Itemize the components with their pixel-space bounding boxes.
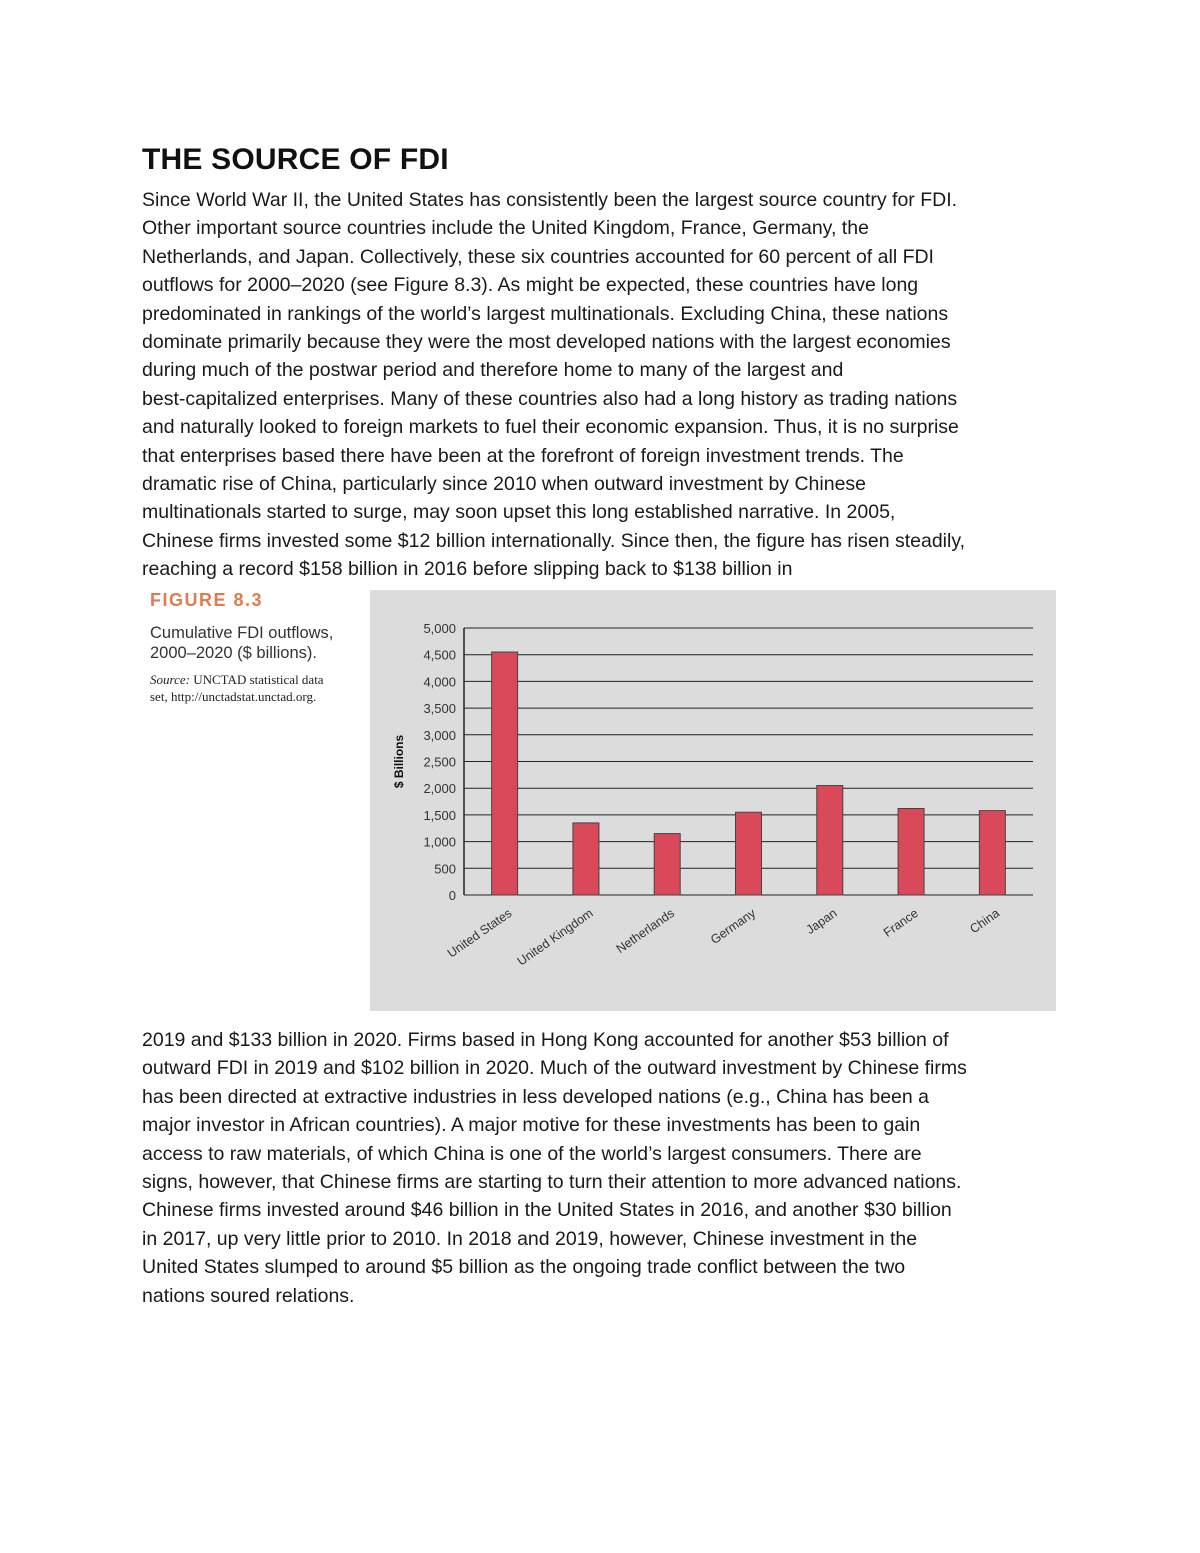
y-tick-label: 1,000 [423,834,456,850]
text-line: outflows for 2000–2020 (see Figure 8.3). As might be expected, these countries have long [142,274,919,297]
figure-label [150,590,365,705]
x-tick-label: United Kingdom [514,905,596,969]
source-text: UNCTAD statistical data [189,672,324,687]
y-tick-label: 2,000 [423,781,456,797]
text-line: has been directed at extractive industries in less developed nations (e.g., China has been a [142,1085,929,1108]
figure-source [150,671,365,705]
text-line: and naturally looked to foreign markets to fuel their economic expansion. Thus, it is no surprise [142,416,959,439]
y-tick-label: 3,000 [423,727,456,743]
x-tick-label: China [967,905,1003,937]
bar-china [979,811,1005,895]
text-line: Chinese firms invested around $46 billion in the United States in 2016, and another $30 billion [142,1199,952,1222]
x-tick-label: Japan [803,905,840,937]
x-tick-label: Germany [708,905,759,947]
text-line: best-capitalized enterprises. Many of these countries also had a long history as trading nations [142,387,958,410]
y-axis-title: $ Billions [392,734,406,789]
text-line: 2019 and $133 billion in 2020. Firms based in Hong Kong accounted for another $53 billion of [142,1029,949,1051]
text-line: Chinese firms invested some $12 billion internationally. Since then, the figure has risen steadily, [142,529,966,552]
x-tick-label: United States [444,905,515,961]
text-line: outward FDI in 2019 and $102 billion in 2020. Much of the outward investment by Chinese firms [142,1057,967,1080]
bar-japan [817,786,843,895]
text-line: Since World War II, the United States has consistently been the largest source country for FDI. [142,189,958,211]
y-tick-label: 4,500 [423,647,456,663]
figure-caption-line: Cumulative FDI outflows, [150,624,334,642]
text-line: Other important source countries include the United Kingdom, France, Germany, the [142,217,869,240]
text-line: access to raw materials, of which China is one of the world’s largest consumers. There are [142,1142,922,1165]
figure-caption [150,623,365,663]
text-line: during much of the postwar period and therefore home to many of the largest and [142,359,844,382]
body-paragraph-1 [142,186,1072,584]
text-line: reaching a record $158 billion in 2016 before slipping back to $138 billion in [142,558,793,581]
y-tick-label: 5,000 [423,621,456,636]
text-line: signs, however, that Chinese firms are starting to turn their attention to more advanced nations. [142,1171,962,1194]
bar-netherlands [654,834,680,895]
bar-chart [370,590,1056,1011]
text-line: predominated in rankings of the world’s largest multinationals. Excluding China, these nations [142,302,949,325]
text-line: that enterprises based there have been at the forefront of foreign investment trends. The [142,444,904,467]
body-paragraph-2 [142,1026,1072,1310]
source-url: set, http://unctadstat.unctad.org. [150,689,317,704]
y-tick-label: 0 [448,888,456,903]
y-tick-label: 3,500 [423,701,456,717]
bar-france [898,808,924,895]
source-label: Source: [150,672,190,687]
text-line: dominate primarily because they were the most developed nations with the largest economies [142,331,951,354]
section-heading: THE SOURCE OF FDI [142,143,449,176]
y-tick-label: 1,500 [423,807,456,823]
figure-caption-line: 2000–2020 ($ billions). [150,644,317,662]
figure-number: FIGURE 8.3 [150,590,264,610]
chart-svg [370,590,1056,1011]
y-tick-label: 4,000 [423,674,456,690]
text-line: nations soured relations. [142,1284,355,1307]
y-tick-label: 2,500 [423,754,456,770]
text-line: in 2017, up very little prior to 2010. In 2018 and 2019, however, Chinese investment in the [142,1227,918,1250]
text-line: dramatic rise of China, particularly since 2010 when outward investment by Chinese [142,473,867,496]
text-line: United States slumped to around $5 billion as the ongoing trade conflict between the two [142,1256,906,1279]
x-tick-label: France [880,905,921,940]
x-tick-label: Netherlands [613,905,677,957]
bar-united-kingdom [573,823,599,895]
text-line: major investor in African countries). A major motive for these investments has been to gain [142,1114,921,1137]
text-line: Netherlands, and Japan. Collectively, these six countries accounted for 60 percent of all FDI [142,245,934,268]
bar-germany [736,812,762,895]
y-tick-label: 500 [434,861,456,877]
text-line: multinationals started to surge, may soon upset this long established narrative. In 2005, [142,501,896,524]
bar-united-states [492,652,518,895]
